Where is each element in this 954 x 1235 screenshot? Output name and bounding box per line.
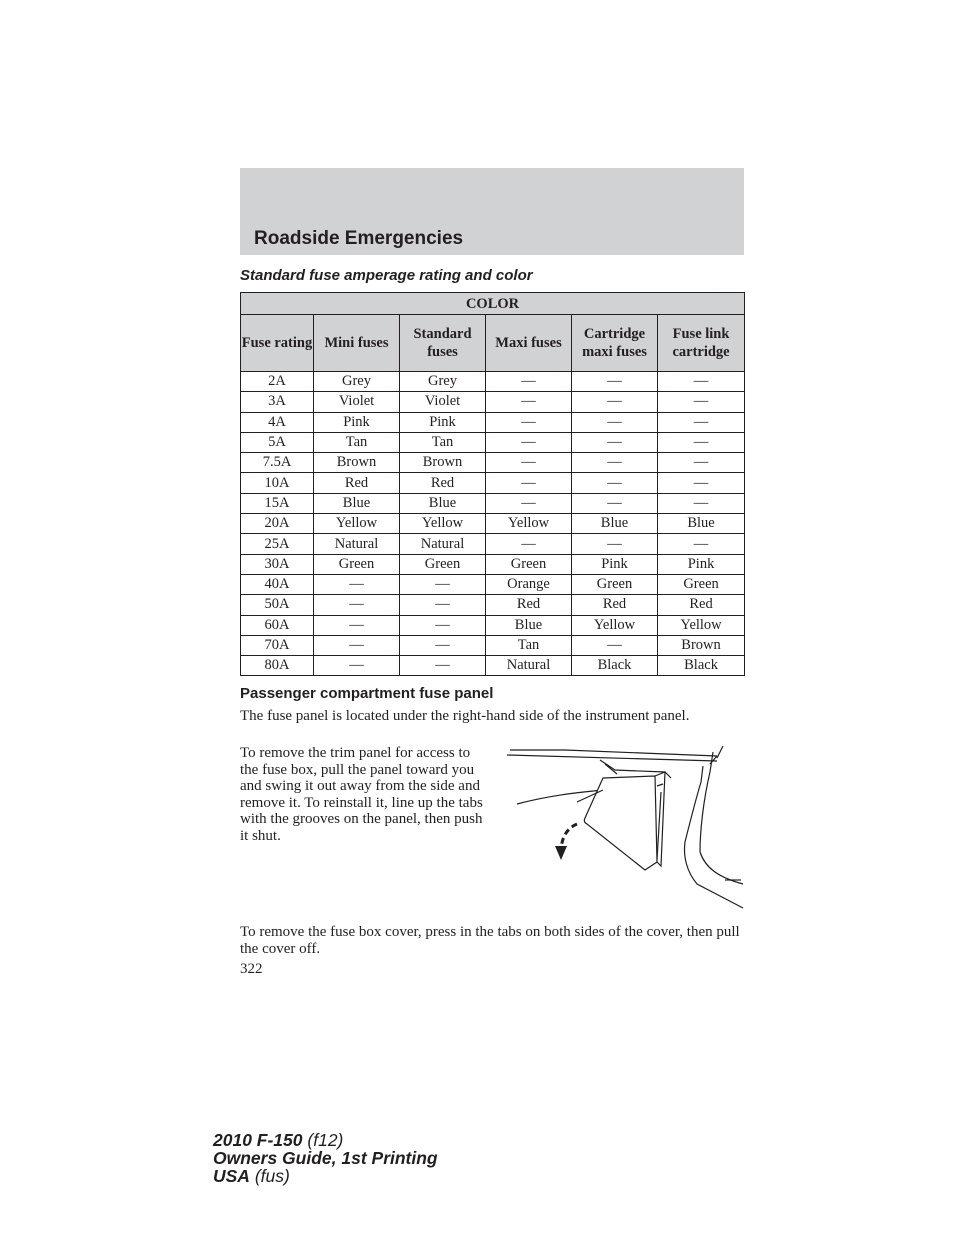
page-number: 322 <box>240 961 263 977</box>
column-header: Maxi fuses <box>486 315 572 372</box>
table-cell: 40A <box>241 574 314 594</box>
table-cell: — <box>572 412 658 432</box>
table-cell: — <box>572 372 658 392</box>
table-cell: — <box>572 635 658 655</box>
table-cell: — <box>400 656 486 676</box>
table-cell: — <box>486 493 572 513</box>
paragraph-location: The fuse panel is located under the right-hand side of the instrument panel. <box>240 708 690 724</box>
table-row <box>241 432 745 452</box>
table-cell: — <box>658 412 745 432</box>
table-cell: — <box>572 473 658 493</box>
table-cell: 50A <box>241 595 314 615</box>
table-cell: 4A <box>241 412 314 432</box>
table-cell: — <box>486 412 572 432</box>
table-cell: Green <box>486 554 572 574</box>
table-row <box>241 554 745 574</box>
table-cell: Natural <box>486 656 572 676</box>
column-header: Fuse link cartridge <box>658 315 745 372</box>
passenger-heading: Passenger compartment fuse panel <box>240 685 494 702</box>
table-cell: — <box>400 635 486 655</box>
table-cell: — <box>572 432 658 452</box>
table-cell: Brown <box>314 453 400 473</box>
table-cell: Tan <box>314 432 400 452</box>
table-cell: Green <box>314 554 400 574</box>
table-cell: — <box>572 453 658 473</box>
table-cell: Violet <box>400 392 486 412</box>
table-row <box>241 574 745 594</box>
table-cell: — <box>572 493 658 513</box>
table-cell: — <box>486 453 572 473</box>
table-cell: — <box>486 534 572 554</box>
table-row <box>241 534 745 554</box>
table-cell: Tan <box>486 635 572 655</box>
table-cell: — <box>658 473 745 493</box>
table-cell: Violet <box>314 392 400 412</box>
table-cell: Green <box>658 574 745 594</box>
table-cell: 20A <box>241 514 314 534</box>
table-cell: Red <box>658 595 745 615</box>
table-cell: 15A <box>241 493 314 513</box>
table-cell: 7.5A <box>241 453 314 473</box>
table-cell: Blue <box>314 493 400 513</box>
table-row <box>241 473 745 493</box>
table-cell: — <box>658 534 745 554</box>
table-cell: — <box>486 432 572 452</box>
column-header: Fuse rating <box>241 315 314 372</box>
table-row <box>241 493 745 513</box>
table-cell: — <box>314 615 400 635</box>
table-cell: Red <box>572 595 658 615</box>
table-cell: Green <box>400 554 486 574</box>
table-cell: — <box>658 453 745 473</box>
table-cell: Natural <box>314 534 400 554</box>
table-cell: Blue <box>400 493 486 513</box>
table-cell: Black <box>658 656 745 676</box>
table-cell: — <box>400 574 486 594</box>
table-cell: Black <box>572 656 658 676</box>
table-title: Standard fuse amperage rating and color <box>240 267 533 284</box>
footer <box>213 1131 438 1185</box>
table-cell: Grey <box>400 372 486 392</box>
table-row <box>241 514 745 534</box>
table-cell: 25A <box>241 534 314 554</box>
column-header: Cartridge maxi fuses <box>572 315 658 372</box>
table-cell: Blue <box>658 514 745 534</box>
table-cell: — <box>486 392 572 412</box>
table-cell: — <box>314 635 400 655</box>
table-cell: 2A <box>241 372 314 392</box>
table-cell: Yellow <box>486 514 572 534</box>
table-cell: Blue <box>572 514 658 534</box>
table-cell: Blue <box>486 615 572 635</box>
table-cell: 70A <box>241 635 314 655</box>
column-header: Mini fuses <box>314 315 400 372</box>
fuse-color-table <box>240 292 745 676</box>
column-header: Standard fuses <box>400 315 486 372</box>
table-cell: Red <box>314 473 400 493</box>
color-group-header: COLOR <box>241 293 745 315</box>
table-cell: Tan <box>400 432 486 452</box>
table-cell: Brown <box>658 635 745 655</box>
table-row <box>241 656 745 676</box>
table-cell: Brown <box>400 453 486 473</box>
table-cell: — <box>486 372 572 392</box>
table-row <box>241 635 745 655</box>
table-cell: Pink <box>314 412 400 432</box>
table-cell: Pink <box>658 554 745 574</box>
table-row <box>241 615 745 635</box>
table-cell: Pink <box>572 554 658 574</box>
footer-model-code: (f12) <box>307 1130 344 1150</box>
table-cell: — <box>658 432 745 452</box>
table-cell: 60A <box>241 615 314 635</box>
table-cell: — <box>314 656 400 676</box>
table-cell: Red <box>486 595 572 615</box>
footer-guide: Owners Guide, 1st Printing <box>213 1148 438 1168</box>
table-cell: Red <box>400 473 486 493</box>
section-title: Roadside Emergencies <box>254 228 464 249</box>
table-row <box>241 595 745 615</box>
table-cell: Natural <box>400 534 486 554</box>
table-row <box>241 372 745 392</box>
table-cell: — <box>658 493 745 513</box>
table-cell: Grey <box>314 372 400 392</box>
table-cell: — <box>486 473 572 493</box>
table-cell: 5A <box>241 432 314 452</box>
table-cell: Yellow <box>314 514 400 534</box>
table-cell: — <box>658 392 745 412</box>
table-row <box>241 453 745 473</box>
table-row <box>241 392 745 412</box>
table-cell: Yellow <box>400 514 486 534</box>
table-cell: — <box>572 392 658 412</box>
table-cell: Pink <box>400 412 486 432</box>
table-cell: 10A <box>241 473 314 493</box>
table-cell: Yellow <box>572 615 658 635</box>
footer-market: USA <box>213 1166 250 1186</box>
table-cell: — <box>400 615 486 635</box>
table-cell: — <box>314 595 400 615</box>
footer-market-code: (fus) <box>254 1166 290 1186</box>
paragraph-cover: To remove the fuse box cover, press in the tabs on both sides of the cover, then pull the cover off. <box>240 924 740 957</box>
table-cell: 30A <box>241 554 314 574</box>
table-cell: 80A <box>241 656 314 676</box>
table-cell: — <box>572 534 658 554</box>
table-cell: 3A <box>241 392 314 412</box>
table-cell: — <box>658 372 745 392</box>
trim-panel-illustration <box>505 742 745 914</box>
table-row <box>241 412 745 432</box>
paragraph-trim-panel: To remove the trim panel for access to the fuse box, pull the panel toward you and swing it out away from the side and remove it. To reinstall it, line up the tabs with the grooves on the panel, then push it shut. <box>240 745 483 844</box>
table-cell: — <box>314 574 400 594</box>
table-cell: Yellow <box>658 615 745 635</box>
footer-model: 2010 F-150 <box>213 1130 303 1150</box>
table-cell: — <box>400 595 486 615</box>
table-cell: Green <box>572 574 658 594</box>
table-cell: Orange <box>486 574 572 594</box>
